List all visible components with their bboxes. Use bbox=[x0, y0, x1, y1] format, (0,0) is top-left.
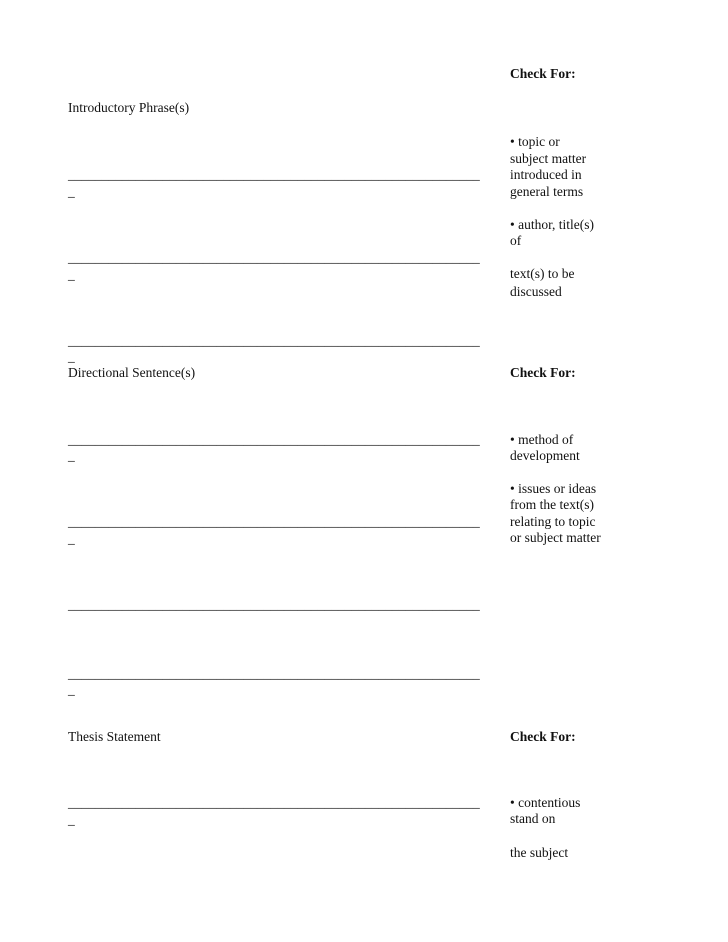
thesis-blank-line-1[interactable]: _____________________________________________________________ bbox=[68, 795, 480, 810]
intro-check-item-3: introduced in bbox=[510, 167, 582, 182]
intro-check-item-8: discussed bbox=[510, 284, 562, 299]
directional-blank-line-3[interactable]: _____________________________________________________________ bbox=[68, 597, 480, 612]
directional-check-item-6: or subject matter bbox=[510, 530, 601, 545]
directional-blank-tail-1: _ bbox=[68, 448, 75, 463]
directional-blank-tail-4: _ bbox=[68, 682, 75, 697]
directional-blank-tail-2: _ bbox=[68, 531, 75, 546]
directional-blank-line-4[interactable]: _____________________________________________________________ bbox=[68, 666, 480, 681]
directional-blank-line-2[interactable]: _____________________________________________________________ bbox=[68, 514, 480, 529]
thesis-check-item-2: stand on bbox=[510, 811, 556, 826]
intro-check-for-label: Check For: bbox=[510, 66, 576, 81]
intro-check-item-6: of bbox=[510, 233, 522, 248]
thesis-check-for-label: Check For: bbox=[510, 729, 576, 744]
intro-blank-tail-1: _ bbox=[68, 184, 75, 199]
directional-blank-line-1[interactable]: _____________________________________________________________ bbox=[68, 432, 480, 447]
directional-heading: Directional Sentence(s) bbox=[68, 365, 196, 380]
intro-blank-tail-2: _ bbox=[68, 267, 75, 282]
intro-check-item-1: • topic or bbox=[510, 134, 560, 149]
directional-check-item-5: relating to topic bbox=[510, 514, 596, 529]
thesis-check-item-1: • contentious bbox=[510, 795, 581, 810]
directional-check-item-1: • method of bbox=[510, 432, 574, 447]
directional-check-item-4: from the text(s) bbox=[510, 497, 594, 512]
intro-heading: Introductory Phrase(s) bbox=[68, 100, 190, 115]
thesis-heading: Thesis Statement bbox=[68, 729, 161, 744]
intro-blank-tail-3: _ bbox=[68, 349, 75, 364]
intro-blank-line-3[interactable]: _____________________________________________________________ bbox=[68, 333, 480, 348]
directional-check-item-3: • issues or ideas bbox=[510, 481, 597, 496]
intro-blank-line-2[interactable]: _____________________________________________________________ bbox=[68, 250, 480, 265]
directional-check-item-2: development bbox=[510, 448, 580, 463]
intro-check-item-2: subject matter bbox=[510, 151, 587, 166]
intro-blank-line-1[interactable]: _____________________________________________________________ bbox=[68, 167, 480, 182]
intro-check-item-4: general terms bbox=[510, 184, 584, 199]
intro-check-item-5: • author, title(s) bbox=[510, 217, 595, 232]
thesis-blank-tail-1: _ bbox=[68, 812, 75, 827]
thesis-check-item-3: the subject bbox=[510, 845, 569, 860]
directional-check-for-label: Check For: bbox=[510, 365, 576, 380]
intro-check-item-7: text(s) to be bbox=[510, 266, 575, 281]
